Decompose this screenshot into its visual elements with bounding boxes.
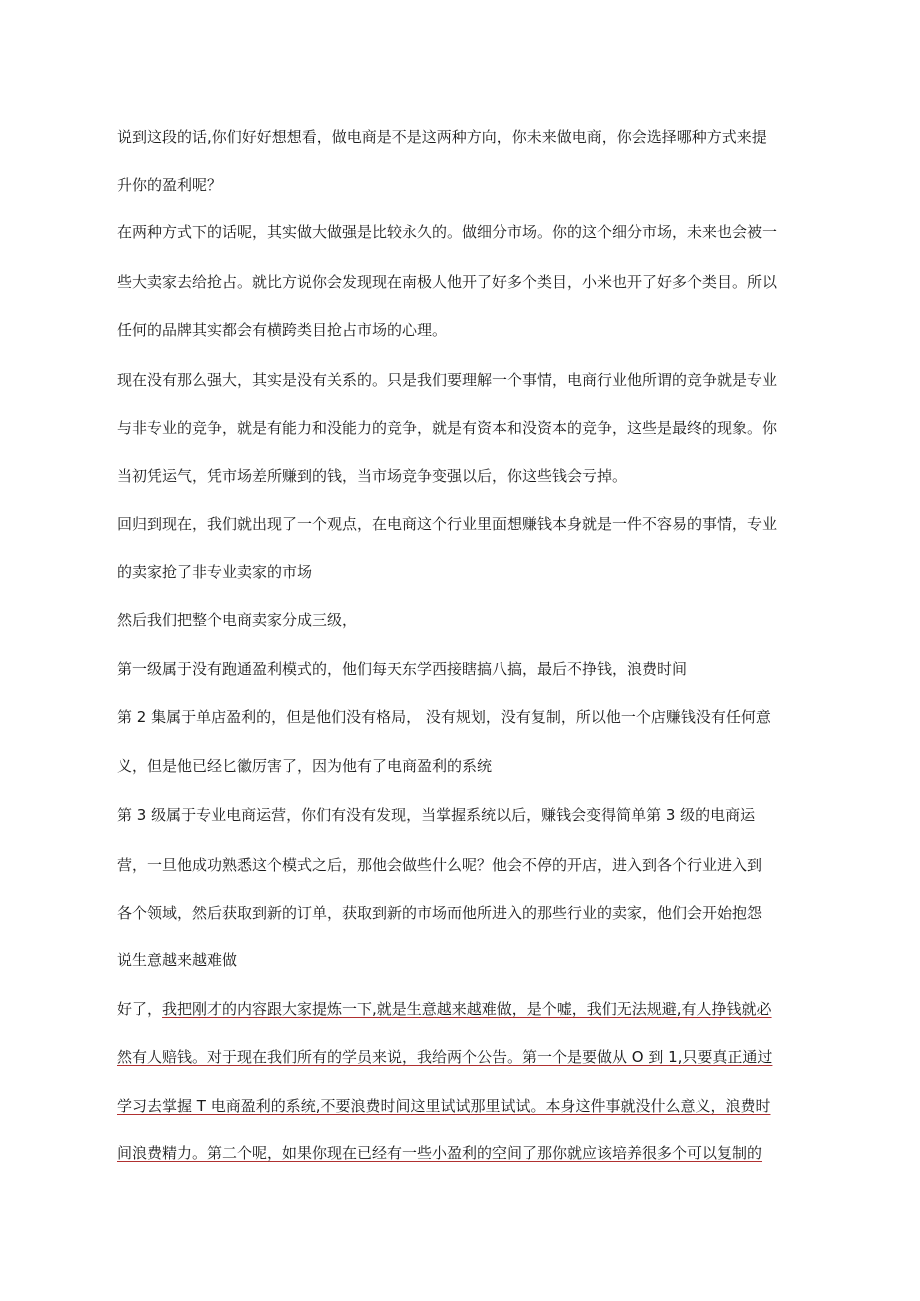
text-line: 说生意越来越难做 [117, 951, 238, 969]
text-line: 第一级属于没有跑通盈利模式的，他们每天东学西接瞎搞八搞，最后不挣钱，浪费时间 [117, 660, 688, 678]
underlined-text-line: 学习去掌握 T 电商盈利的系统,不要浪费时间这里试试那里试试。本身这件事就没什么意义，浪费时 [117, 1097, 771, 1115]
text-line: 说到这段的话,你们好好想想看，做电商是不是这两种方向，你未来做电商，你会选择哪种方式来提 [117, 128, 767, 146]
text-line: 的卖家抢了非专业卖家的市场 [117, 563, 313, 581]
text-line: 回归到现在，我们就出现了一个观点，在电商这个行业里面想赚钱本身就是一件不容易的事情，专业 [117, 515, 778, 533]
text-line: 些大卖家去给抢占。就比方说你会发现现在南极人他开了好多个类目，小米也开了好多个类目。所以 [117, 273, 778, 291]
text-line: 任何的品牌其实都会有横跨类目抢占市场的心理。 [117, 321, 448, 339]
text-line: 第 3 级属于专业电商运营，你们有没有发现，当掌握系统以后，赚钱会变得简单第 3 级的电商运 [117, 806, 756, 824]
text-line: 营，一旦他成功熟悉这个模式之后，那他会做些什么呢？他会不停的开店，进入到各个行业进入到 [117, 856, 763, 874]
text-line: 现在没有那么强大，其实是没有关系的。只是我们要理解一个事情，电商行业他所谓的竞争就是专业 [117, 371, 778, 389]
text-line: 在两种方式下的话呢，其实做大做强是比较永久的。做细分市场。你的这个细分市场，未来也会被一 [117, 223, 778, 241]
underlined-text-line: 间浪费精力。第二个呢，如果你现在已经有一些小盈利的空间了那你就应该培养很多个可以复制的 [117, 1144, 763, 1162]
text-line-mixed [117, 999, 807, 1019]
text-line: 然后我们把整个电商卖家分成三级， [117, 611, 358, 629]
text-line: 与非专业的竞争，就是有能力和没能力的竞争，就是有资本和没资本的竞争，这些是最终的现象。你 [117, 419, 778, 437]
text-line: 升你的盈利呢？ [117, 176, 223, 194]
text-line: 义，但是他已经匕徽厉害了，因为他有了电商盈利的系统 [117, 757, 493, 775]
text-line: 当初凭运气，凭市场差所赚到的钱，当市场竞争变强以后，你这些钱会亏掉。 [117, 467, 628, 485]
text-line: 第 2 集属于单店盈利的，但是他们没有格局， 没有规划，没有复制，所以他一个店赚钱没有任何意 [117, 708, 771, 726]
text-segment: 好了， [117, 1000, 163, 1018]
text-line: 各个领域，然后获取到新的订单，获取到新的市场而他所进入的那些行业的卖家，他们会开始抱怨 [117, 904, 763, 922]
underlined-text-line: 然有人赔钱。对于现在我们所有的学员来说，我给两个公告。第一个是要做从 O 到 1,只要真正通过 [117, 1048, 773, 1066]
underlined-text-segment: 我把刚才的内容跟大家提炼一下,就是生意越来越难做，是个嘘，我们无法规避,有人挣钱就必 [162, 1000, 772, 1018]
